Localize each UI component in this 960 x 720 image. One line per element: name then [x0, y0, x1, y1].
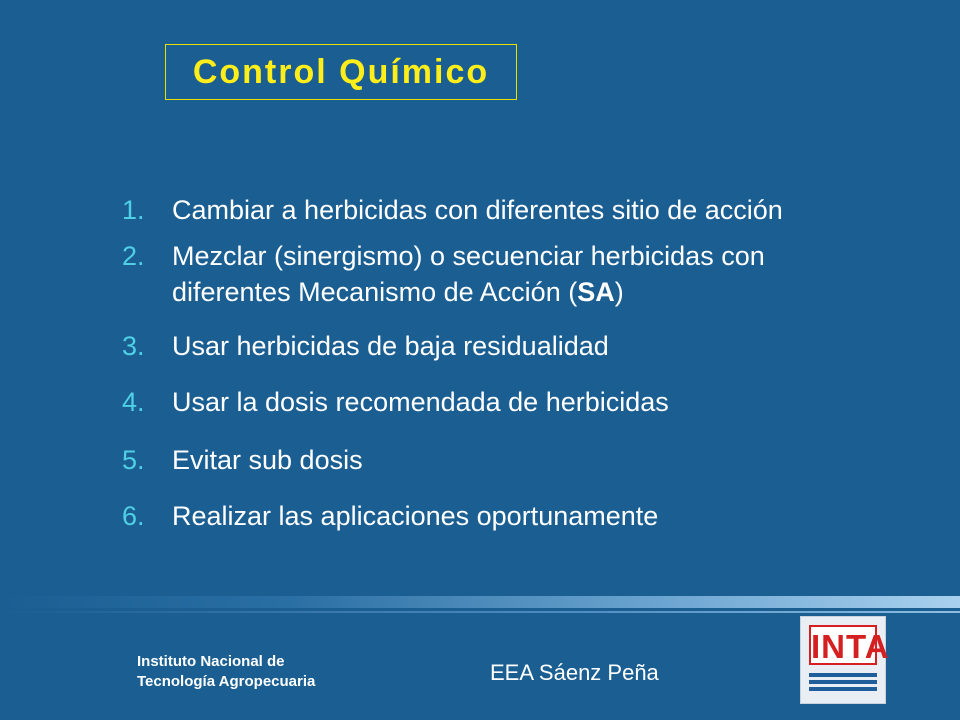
inta-logo-text: INTA	[809, 625, 877, 665]
item-number: 5.	[122, 445, 145, 475]
list-item	[122, 442, 363, 478]
item-text: Cambiar a herbicidas con diferentes sitio de acción	[172, 195, 783, 225]
slide-title: Control Químico	[192, 52, 490, 91]
station-name: EEA Sáenz Peña	[490, 660, 659, 685]
list-item	[122, 192, 783, 228]
item-text: Usar herbicidas de baja residualidad	[172, 331, 609, 361]
item-text-line2-pre: diferentes Mecanismo de Acción (	[172, 277, 578, 307]
item-number: 1.	[122, 195, 145, 225]
list-item	[122, 498, 658, 534]
list-item	[122, 238, 765, 310]
item-text: Evitar sub dosis	[172, 445, 363, 475]
list-item	[122, 328, 609, 364]
title-box	[165, 44, 517, 100]
list-item	[122, 384, 669, 420]
item-number: 3.	[122, 331, 145, 361]
item-text: Realizar las aplicaciones oportunamente	[172, 501, 659, 531]
footer-divider	[0, 611, 960, 613]
org-line2: Tecnología Agropecuaria	[137, 673, 316, 690]
item-text: Usar la dosis recomendada de herbicidas	[172, 387, 669, 417]
inta-logo	[800, 616, 890, 704]
item-text	[172, 238, 765, 310]
item-text-bold-abbrev: SA	[577, 277, 615, 307]
item-number: 4.	[122, 387, 145, 417]
item-number: 6.	[122, 501, 145, 531]
organization-name	[137, 652, 315, 692]
org-line1: Instituto Nacional de	[137, 653, 285, 670]
footer-gradient-band	[0, 596, 960, 608]
item-text-line1: Mezclar (sinergismo) o secuenciar herbicidas con	[172, 241, 765, 271]
item-text-line2-post: )	[614, 277, 624, 307]
item-number: 2.	[122, 241, 145, 271]
inta-logo-stripes	[809, 673, 877, 694]
